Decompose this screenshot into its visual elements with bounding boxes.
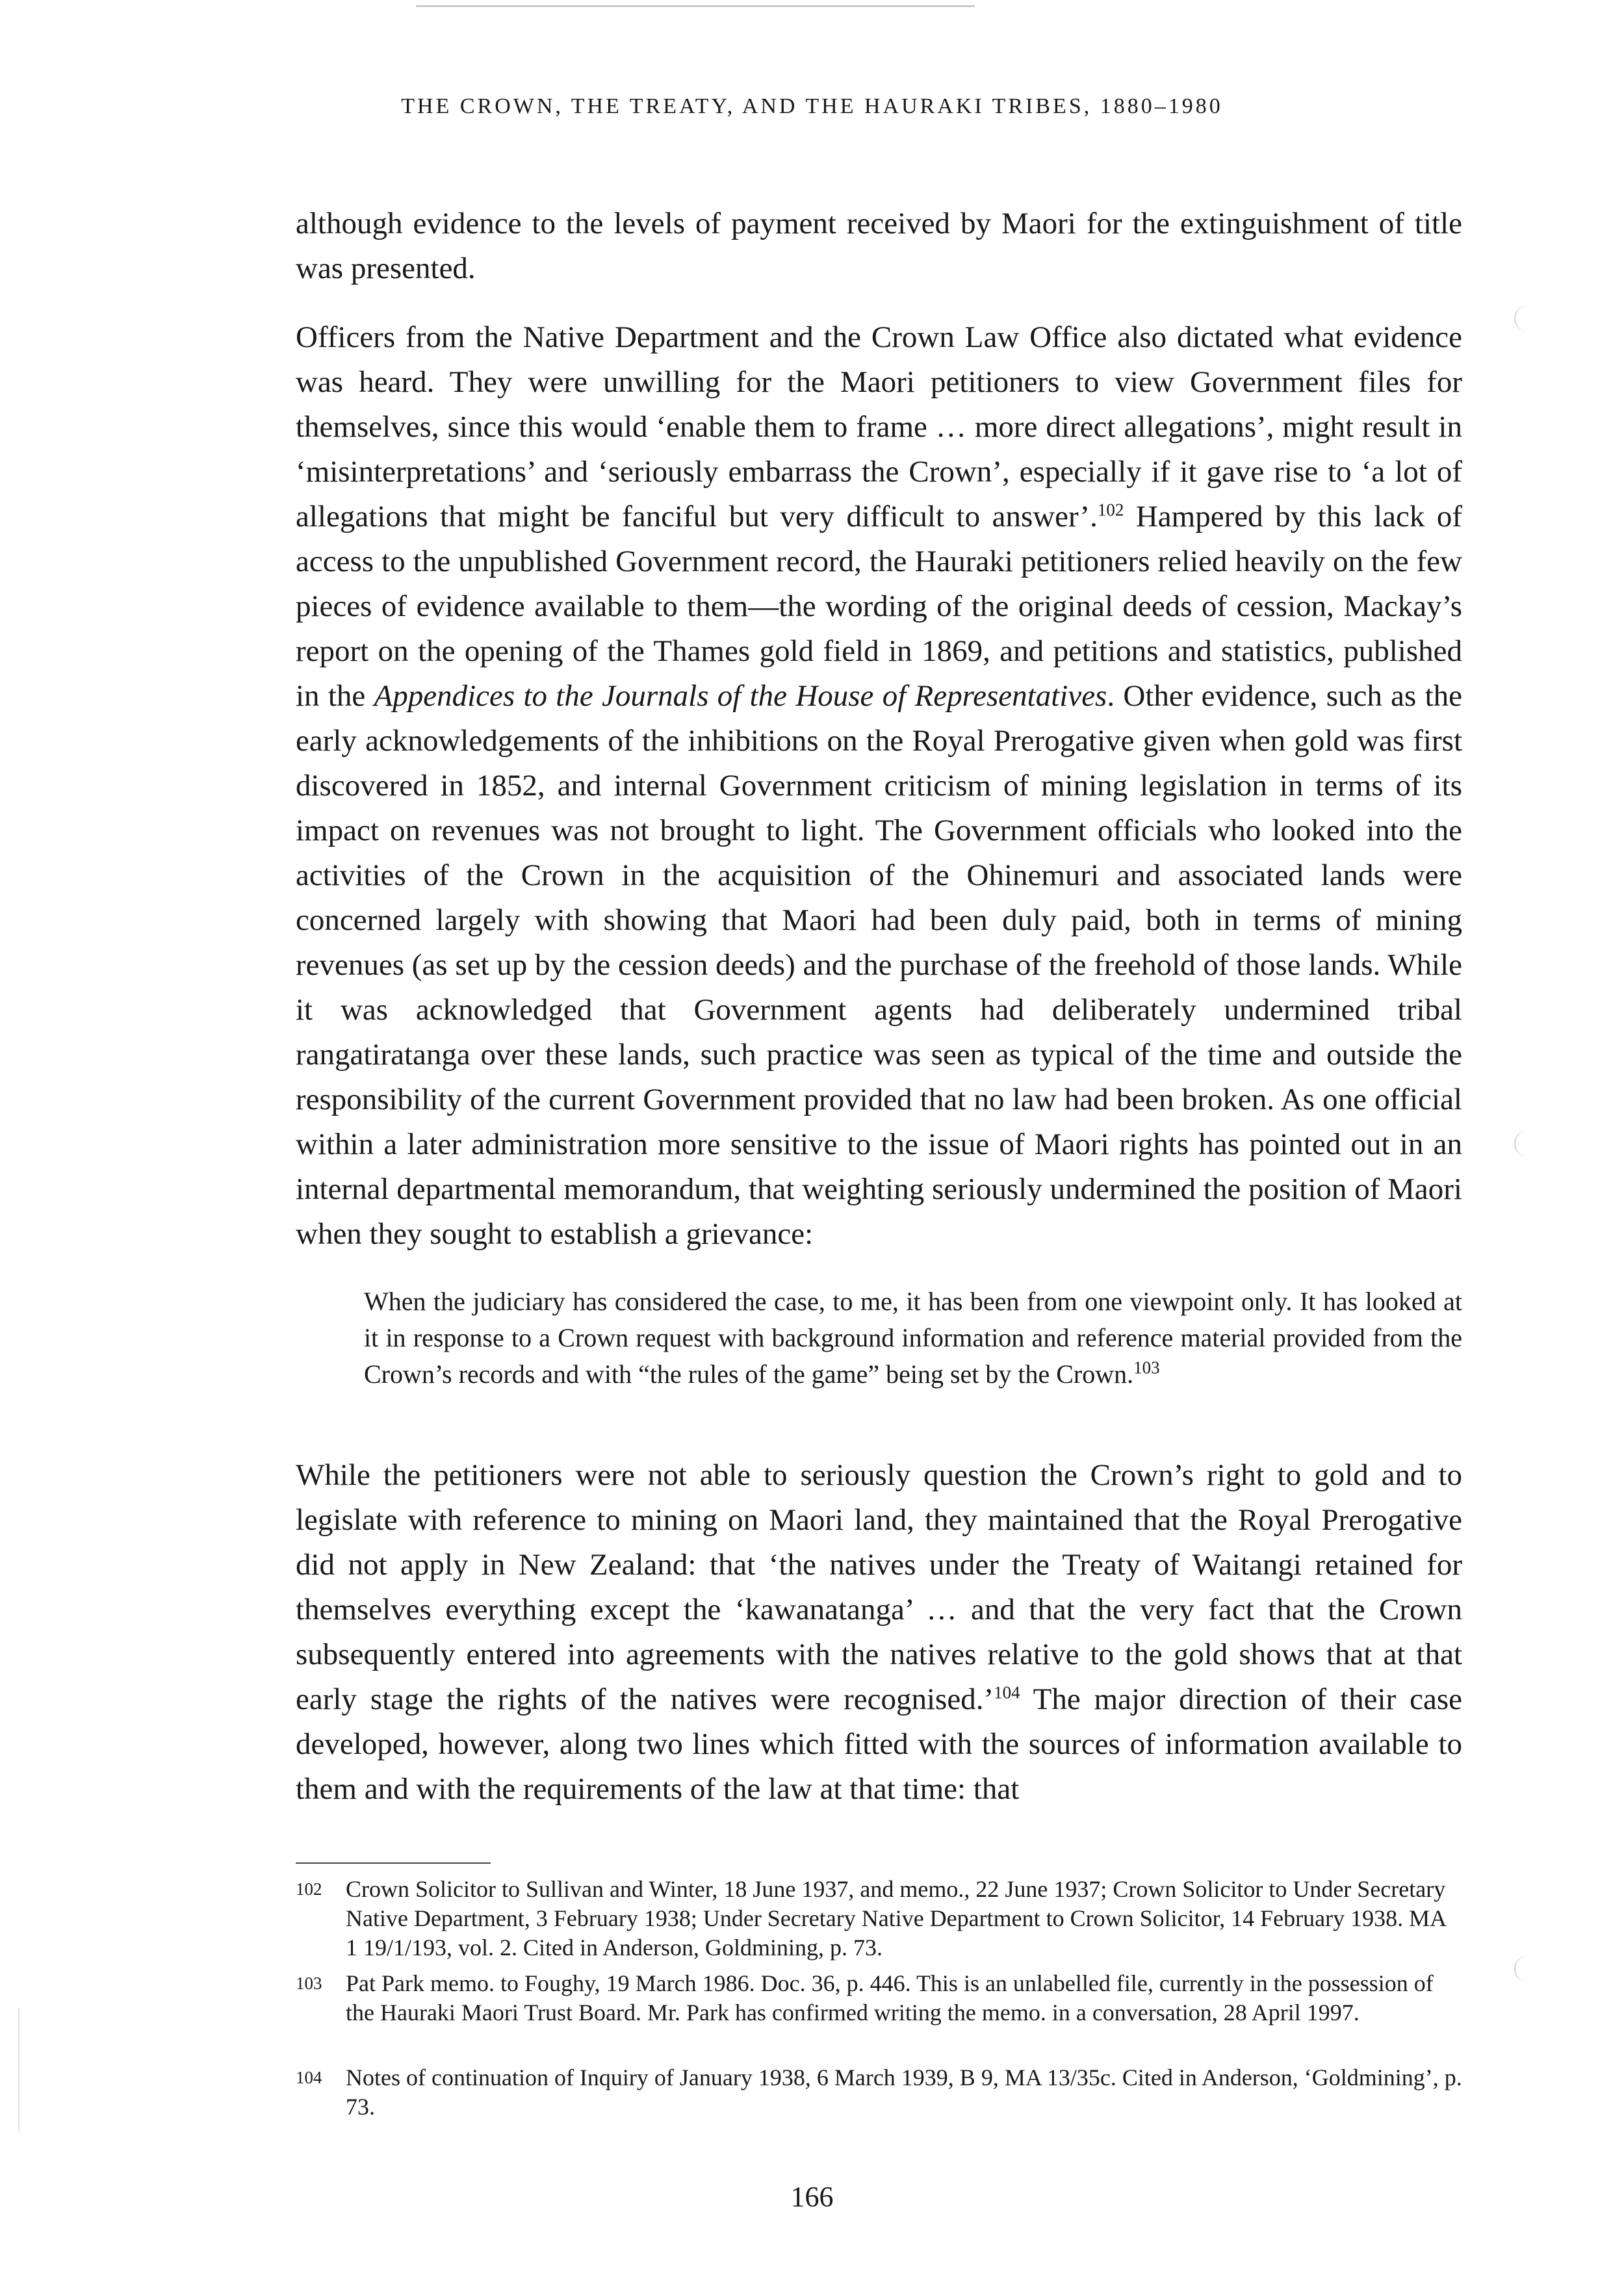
block-quote xyxy=(364,1283,1462,1393)
paragraph-2-part-c: . Other evidence, such as the early acknowledgements of the inhibitions on the Royal Prerogative given when gold was first discovered in 1852, and internal Government criticism of mining legislation in terms of its impact on revenues was not brought to light. The Government officials who looked into the activities of the Crown in the acquisition of the Ohinemuri and associated lands were concerned largely with showing that Maori had been duly paid, both in terms of mining revenues (as set up by the cession deeds) and the purchase of the freehold of those lands. While it was acknowledged that Government agents had deliberately undermined tribal rangatiratanga over these lands, such practice was seen as typical of the time and outside the responsibility of the current Government provided that no law had been broken. As one official within a later administration more sensitive to the issue of Maori rights has pointed out in an internal departmental memorandum, that weighting seriously undermined the position of Maori when they sought to establish a grievance: xyxy=(296,679,1462,1251)
footnote-ref-103: 103 xyxy=(1133,1357,1160,1378)
paragraph-continued xyxy=(296,201,1462,291)
paragraph-2-part-a: Officers from the Native Department and the Crown Law Office also dictated what evidence was heard. They were unwilling for the Maori petitioners to view Government files for themselves, since this would ‘enable them to frame … more direct allegations’, might result in ‘misinterpretations’ and ‘seriously embarrass the Crown’, especially if it gave rise to ‘a lot of allegations that might be fanciful but very difficult to answer’. xyxy=(296,320,1462,534)
block-quote-text xyxy=(364,1283,1462,1393)
margin-scan-mark xyxy=(1514,305,1528,331)
paragraph-1-text: although evidence to the levels of payment received by Maori for the extinguishment of title was presented. xyxy=(296,207,1462,285)
footnote-text: Notes of continuation of Inquiry of January 1938, 6 March 1939, B 9, MA 13/35c. Cited in Anderson, ‘Goldmining’, p. 73. xyxy=(346,2065,1462,2120)
footnote-separator xyxy=(296,1862,491,1864)
paragraph-officers xyxy=(296,315,1462,1257)
page-number: 166 xyxy=(790,2181,834,2213)
footnote-text: Crown Solicitor to Sullivan and Winter, 18 June 1937, and memo., 22 June 1937; Crown Solicitor to Under Secretary Native Department, 3 February 1938; Under Secretary Native Department to Crown Solicitor, 14 February 1938. MA 1 19/1/193, vol. 2. Cited in Anderson, Goldmining, p. 73. xyxy=(346,1876,1446,1961)
paragraph-3-part-b: The major direction of their case developed, however, along two lines which fitted with the sources of information available to them and with the requirements of the law at that time: that xyxy=(296,1682,1462,1806)
quote-body: When the judiciary has considered the case, to me, it has been from one viewpoint only. It has looked at it in response to a Crown request with background information and reference material provided from the Crown’s records and with “the rules of the game” being set by the Crown. xyxy=(364,1287,1462,1389)
footnote-ref-102: 102 xyxy=(1097,500,1124,520)
footnote-number: 102 xyxy=(296,1879,322,1899)
footnote-ref-104: 104 xyxy=(994,1682,1020,1703)
paragraph-2-part-b: Hampered by this lack of access to the unpublished Government record, the Hauraki petitioners relied heavily on the few pieces of evidence available to them—the wording of the original deeds of cession, Mackay’s report on the opening of the Thames gold field in 1869, and petitions and statistics, published in the xyxy=(296,500,1462,713)
margin-scan-mark xyxy=(1514,1131,1528,1157)
left-edge-scan-mark xyxy=(18,2008,19,2131)
paragraph-2-text xyxy=(296,315,1462,1257)
publication-title: Appendices to the Journals of the House of Representatives xyxy=(374,679,1107,713)
footnote-102 xyxy=(296,1875,1462,1962)
scan-top-rule xyxy=(416,5,975,7)
footnote-104 xyxy=(296,2063,1462,2122)
footnote-103 xyxy=(296,1969,1462,2027)
paragraph-3-text xyxy=(296,1453,1462,1812)
footnote-text: Pat Park memo. to Foughy, 19 March 1986. Doc. 36, p. 446. This is an unlabelled file, currently in the possession of the Hauraki Maori Trust Board. Mr. Park has confirmed writing the memo. in a conversation, 28 April 1997. xyxy=(346,1970,1434,2026)
footnote-number: 103 xyxy=(296,1974,322,1993)
running-head: THE CROWN, THE TREATY, AND THE HAURAKI TRIBES, 1880–1980 xyxy=(401,94,1223,118)
margin-scan-mark xyxy=(1514,1956,1528,1982)
footnote-number: 104 xyxy=(296,2068,322,2087)
paragraph-3-part-a: While the petitioners were not able to seriously question the Crown’s right to gold and to legislate with reference to mining on Maori land, they maintained that the Royal Prerogative did not apply in New Zealand: that ‘the natives under the Treaty of Waitangi retained for themselves everything except the ‘kawanatanga’ … and that the very fact that the Crown subsequently entered into agreements with the natives relative to the gold shows that at that early stage the rights of the natives were recognised.’ xyxy=(296,1458,1462,1716)
paragraph-petitioners xyxy=(296,1453,1462,1812)
